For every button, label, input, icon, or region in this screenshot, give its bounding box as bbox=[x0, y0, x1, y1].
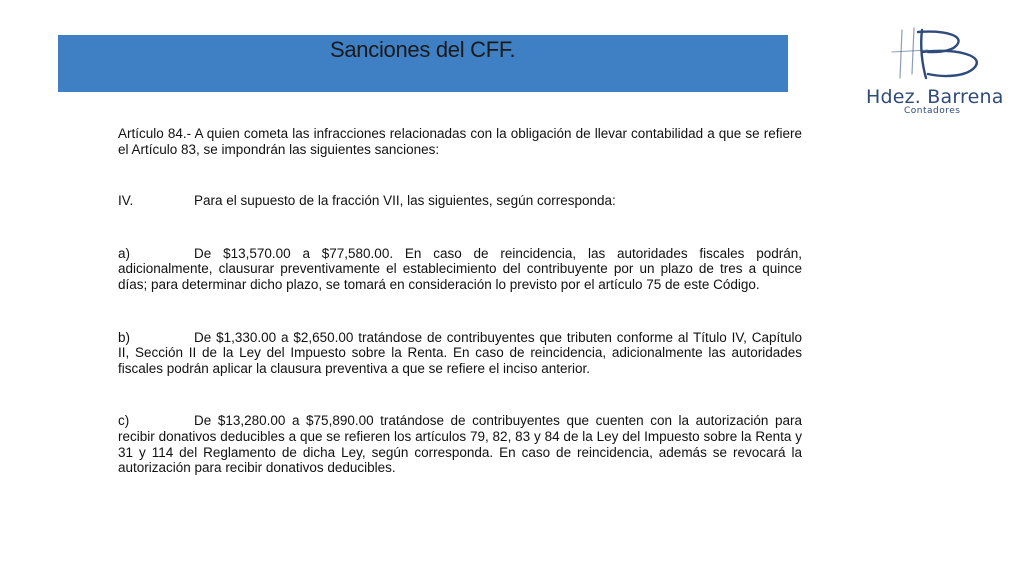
slide-title: Sanciones del CFF. bbox=[330, 37, 516, 62]
logo-name: Hdez. Barrena bbox=[866, 86, 1004, 108]
slide-body bbox=[118, 126, 802, 476]
fraction-text: Para el supuesto de la fracción VII, las siguientes, según corresponda: bbox=[194, 193, 616, 209]
item-c-tag: c) bbox=[118, 413, 130, 429]
item-a-text: De $13,570.00 a $77,580.00. En caso de reincidencia, las autoridades fiscales podrán, adicionalmente, clausurar preventivamente el establecimiento del contribuyente por un plazo de tres a quince días; para determinar dicho plazo, se tomará en consideración lo previsto por el artículo 75 de este Código. bbox=[118, 245, 802, 292]
item-b-text: De $1,330.00 a $2,650.00 tratándose de contribuyentes que tributen conforme al Título IV, Capítulo II, Sección II de la Ley del Impuesto sobre la Renta. En caso de reincidencia, adicionalmente las autoridades fiscales podrán aplicar la clausura preventiva a que se refiere el inciso anterior. bbox=[118, 329, 802, 376]
title-bar bbox=[58, 35, 788, 92]
item-b-tag: b) bbox=[118, 329, 131, 345]
intro-paragraph: Artículo 84.- A quien cometa las infracciones relacionadas con la obligación de llevar contabilidad a que se refiere el Artículo 83, se impondrán las siguientes sanciones: bbox=[118, 126, 802, 157]
item-a-paragraph bbox=[118, 246, 802, 293]
item-c-paragraph bbox=[118, 413, 802, 475]
logo-subtitle: Contadores bbox=[904, 106, 961, 116]
item-a-tag: a) bbox=[118, 245, 131, 261]
fraction-paragraph bbox=[118, 193, 802, 209]
item-c-text: De $13,280.00 a $75,890.00 tratándose de contribuyentes que cuenten con la autorización para recibir donativos deducibles a que se refieren los artículos 79, 82, 83 y 84 de la Ley del Impuesto sobre la Renta y 31 y 114 del Reglamento de dicha Ley, según corresponda. En caso de reincidencia, además se revocará la autorización para recibir donativos deducibles. bbox=[118, 413, 802, 476]
hb-monogram-icon bbox=[862, 22, 1002, 92]
company-logo bbox=[862, 22, 1002, 122]
item-b-paragraph bbox=[118, 330, 802, 377]
fraction-tag: IV. bbox=[118, 193, 134, 209]
